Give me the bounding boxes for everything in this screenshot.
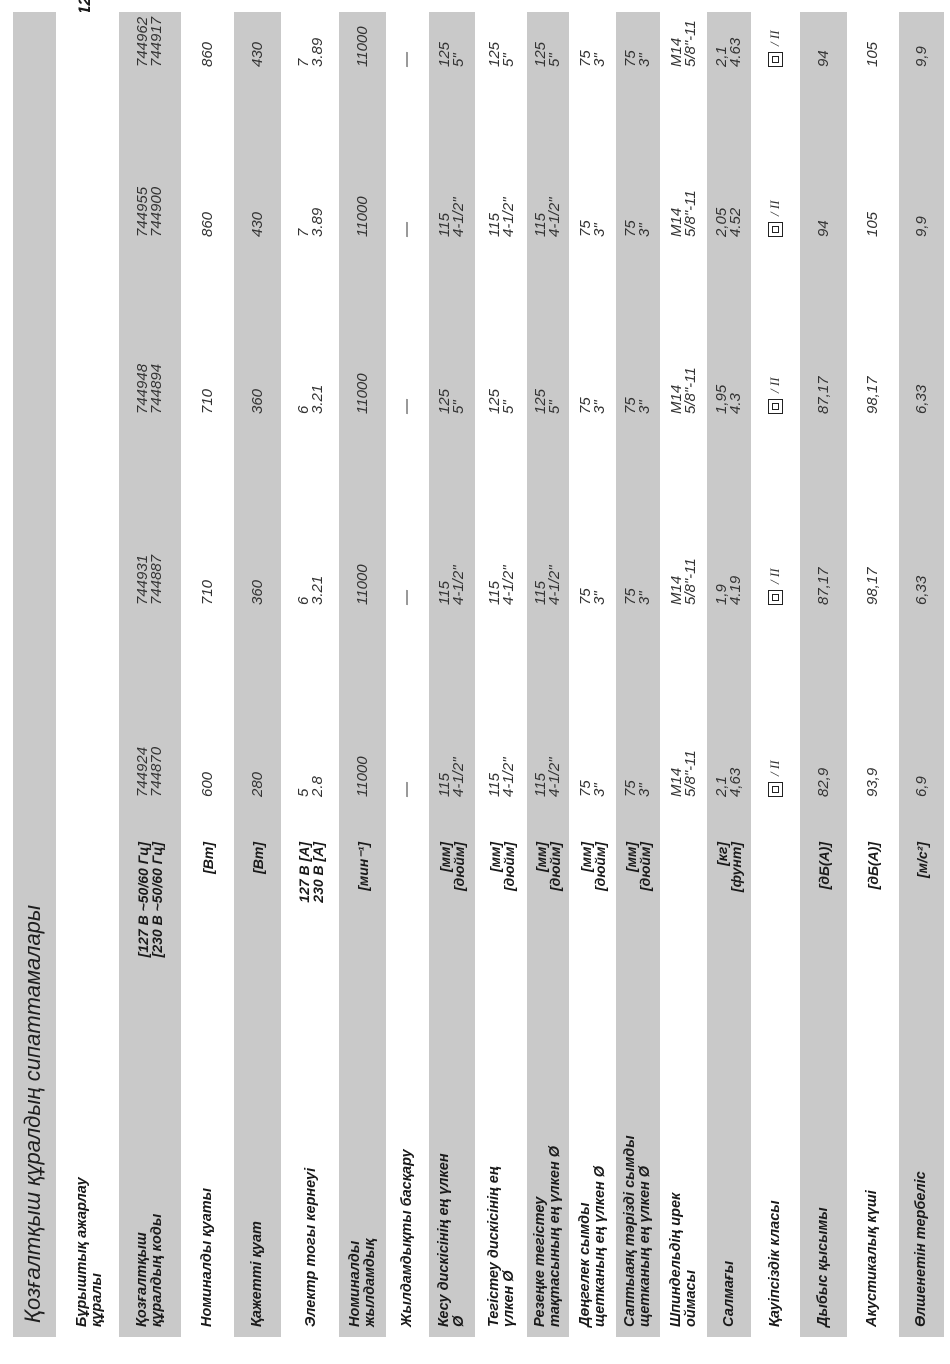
class-ii-double-square-icon <box>768 222 783 237</box>
cell-value: 115 4-1/2" <box>436 565 467 605</box>
cell-value: 360 <box>248 388 266 414</box>
cell-value: 6,33 <box>912 575 930 605</box>
cell-value: 98,17 <box>863 567 881 605</box>
cell-value: 115 4-1/2" <box>486 565 517 605</box>
row-unit: 127 В [А] 230 В [А] <box>296 842 326 903</box>
cell-value: — <box>398 399 415 414</box>
cell-value: 125 5" <box>532 41 563 67</box>
cell-value: 744962 744917 <box>134 16 165 67</box>
cell-value: 7 3.89 <box>295 207 326 237</box>
cell-value: 125 5" <box>436 41 467 67</box>
cell-value: 115 4-1/2" <box>486 197 517 237</box>
class-text: / II <box>767 377 782 393</box>
spec-row <box>429 12 475 1337</box>
cell-value: 75 3" <box>622 220 653 237</box>
cell-value: 430 <box>248 211 266 237</box>
class-text: / II <box>767 760 782 776</box>
row-label: Өлшенетін тербеліс <box>913 1171 929 1327</box>
cell-value: 6 3.21 <box>295 384 326 414</box>
row-unit: [мм] [дюйм] <box>533 842 563 891</box>
cell-value: 710 <box>198 579 216 605</box>
cell-value: 94 <box>814 220 832 237</box>
spec-row <box>479 12 525 1337</box>
cell-value <box>754 465 796 605</box>
cell-value: 82,9 <box>814 767 832 797</box>
cell-value: 11000 <box>353 373 371 414</box>
row-label: Номиналды қуаты <box>199 1187 215 1327</box>
row-unit: [Вт] <box>249 842 266 874</box>
spec-row <box>800 12 847 1337</box>
cell-value: 75 3" <box>622 588 653 605</box>
spec-row <box>339 12 386 1337</box>
row-unit <box>662 842 705 992</box>
cell-value: 87,17 <box>814 567 832 605</box>
cell-value <box>66 12 114 67</box>
cell-value: M14 5/8"-11 <box>667 750 699 797</box>
row-label: Дөңгелек сымды щетканың ең үлкен Ø <box>577 1165 608 1327</box>
row-unit <box>389 842 425 992</box>
row-unit <box>754 842 796 992</box>
row-unit: [Вт] <box>199 842 216 874</box>
cell-value: 11000 <box>353 564 371 605</box>
cell-value: 430 <box>248 41 266 67</box>
cell-value: — <box>398 782 415 797</box>
row-label: Кесу дискісінің ең үлкен Ø <box>436 1153 467 1327</box>
spec-row <box>234 12 281 1337</box>
cell-value: 2,1 4.63 <box>713 37 744 67</box>
row-unit <box>66 842 114 992</box>
cell-value: 105 <box>863 211 881 237</box>
row-label: Тегістеу дискісінің ең үлкен Ø <box>486 1166 517 1327</box>
cell-value: 115 4-1/2" <box>486 757 517 797</box>
cell-value: 75 3" <box>577 220 608 237</box>
row-label: Қажетті қуат <box>249 1221 265 1327</box>
cell-value: 2,1 4,63 <box>713 767 744 797</box>
cell-value: 115 4-1/2" <box>532 197 563 237</box>
cell-value: 860 <box>198 211 216 237</box>
cell-value: 7 3.89 <box>295 37 326 67</box>
row-unit: [дБ(A)] <box>815 842 832 890</box>
class-text: / II <box>767 200 782 216</box>
cell-value: 744924 744870 <box>134 746 165 797</box>
cell-value: 75 3" <box>577 50 608 67</box>
row-label: Номиналды жылдамдық <box>346 1238 378 1327</box>
cell-value: 105 <box>863 41 881 67</box>
cell-value <box>66 97 114 237</box>
spec-row <box>572 12 614 1337</box>
spec-row <box>754 12 796 1337</box>
cell-value: 115 4-1/2" <box>532 757 563 797</box>
cell-value: — <box>398 222 415 237</box>
row-unit: [кг] [фунт] <box>714 842 744 893</box>
row-unit: [м/с²] <box>913 842 930 879</box>
row-unit: [мм] [дюйм] <box>437 842 467 891</box>
cell-value: — <box>398 52 415 67</box>
row-unit: [127 В ~50/60 Гц] [230 В ~50/60 Гц] <box>135 842 165 958</box>
title-band <box>13 12 56 1337</box>
row-label: Электр тогы кернеуі <box>302 1167 319 1327</box>
cell-value: 744948 744894 <box>134 363 165 414</box>
cell-value: 5 2.8 <box>295 776 326 797</box>
row-label: Қауіпсіздік класы <box>766 1200 783 1327</box>
spec-row <box>119 12 181 1337</box>
cell-value: 744955 744900 <box>134 186 165 237</box>
row-label: Дыбыс қысымы <box>815 1207 831 1327</box>
cell-value: 75 3" <box>577 780 608 797</box>
cell-value: 125 5" <box>532 388 563 414</box>
spec-row <box>899 12 944 1337</box>
class-ii-double-square-icon <box>768 590 783 605</box>
cell-value: 6 3.21 <box>295 575 326 605</box>
class-text: / II <box>767 30 782 46</box>
cell-value: 115 4-1/2" <box>532 565 563 605</box>
cell-value: 600 <box>198 771 216 797</box>
row-label: Жылдамдықты басқару <box>398 1149 415 1327</box>
cell-value <box>66 465 114 605</box>
cell-value: 94 <box>814 50 832 67</box>
cell-value: 280 <box>248 771 266 797</box>
cell-value: 115 4-1/2" <box>436 197 467 237</box>
spec-row <box>389 12 425 1337</box>
cell-value <box>754 274 796 414</box>
spec-row <box>662 12 705 1337</box>
cell-value: 744931 744887 <box>134 554 165 605</box>
row-unit: [дБ(A)] <box>864 842 881 890</box>
cell-value: M14 5/8"-11 <box>667 558 699 605</box>
cell-value: 125 5" <box>486 41 517 67</box>
class-ii-double-square-icon <box>768 782 783 797</box>
cell-value: 98,17 <box>863 376 881 414</box>
cell-value: 75 3" <box>622 50 653 67</box>
cell-value <box>66 274 114 414</box>
cell-value: 75 3" <box>622 397 653 414</box>
cell-value: 75 3" <box>577 397 608 414</box>
cell-value: 75 3" <box>577 588 608 605</box>
cell-value: 2,05 4.52 <box>713 207 744 237</box>
spec-row <box>527 12 569 1337</box>
spec-row <box>707 12 751 1337</box>
class-text: / II <box>767 568 782 584</box>
spec-row <box>184 12 231 1337</box>
cell-value: 6,9 <box>912 776 930 797</box>
cell-value: 860 <box>198 41 216 67</box>
cell-value: 11000 <box>353 26 371 67</box>
spec-row <box>616 12 660 1337</box>
row-label: Салмағы <box>720 1260 737 1327</box>
cell-value: M14 5/8"-11 <box>667 367 699 414</box>
cell-value: 6,33 <box>912 384 930 414</box>
cell-value: 75 3" <box>622 780 653 797</box>
row-label: Саптыаяқ тәрізді сымды щетканың ең үлкен Ø <box>622 1135 653 1327</box>
cell-value: 115 4-1/2" <box>436 757 467 797</box>
cell-value: 125 5" <box>486 388 517 414</box>
row-label: Акустикалық күші <box>864 1190 880 1327</box>
cell-value: M14 5/8"-11 <box>667 190 699 237</box>
cell-value: 710 <box>198 388 216 414</box>
row-label: Шпиндельдің ирек оймасы <box>667 1192 699 1327</box>
spec-table <box>13 12 933 1337</box>
row-label: Қозғалтқыш құралдың коды <box>134 1213 165 1327</box>
row-unit: [мм] [дюйм] <box>578 842 608 891</box>
row-unit: [мм] [дюйм] <box>487 842 517 891</box>
cell-value <box>754 97 796 237</box>
table-title: Қозғалтқыш құралдың сипаттамалары <box>20 904 45 1323</box>
cell-value: 9,9 <box>912 216 930 237</box>
cell-value: 360 <box>248 579 266 605</box>
spec-row <box>66 12 114 1337</box>
cell-value <box>754 12 796 67</box>
spec-row <box>286 12 336 1337</box>
cell-value: 9,9 <box>912 46 930 67</box>
row-label: Бұрыштық ажарлау құралы <box>74 1177 105 1327</box>
cell-value: 1,95 4.3 <box>713 384 744 414</box>
row-unit: [мин⁻¹] <box>354 842 371 891</box>
row-unit: [мм] [дюйм] <box>623 842 653 891</box>
class-ii-double-square-icon <box>768 52 783 67</box>
spec-row <box>850 12 895 1337</box>
cell-value: 11000 <box>353 756 371 797</box>
cell-value: M14 5/8"-11 <box>667 20 699 67</box>
cell-value: 125 5" <box>436 388 467 414</box>
cell-value <box>66 657 114 797</box>
class-ii-double-square-icon <box>768 399 783 414</box>
cell-value: — <box>398 590 415 605</box>
cell-value: 87,17 <box>814 376 832 414</box>
cell-value: 1,9 4.19 <box>713 575 744 605</box>
row-label: Резеңке тегістеу тақтасының ең үлкен Ø <box>532 1145 563 1327</box>
cell-value: 93,9 <box>863 767 881 797</box>
cell-value <box>754 657 796 797</box>
cell-value: 11000 <box>353 196 371 237</box>
